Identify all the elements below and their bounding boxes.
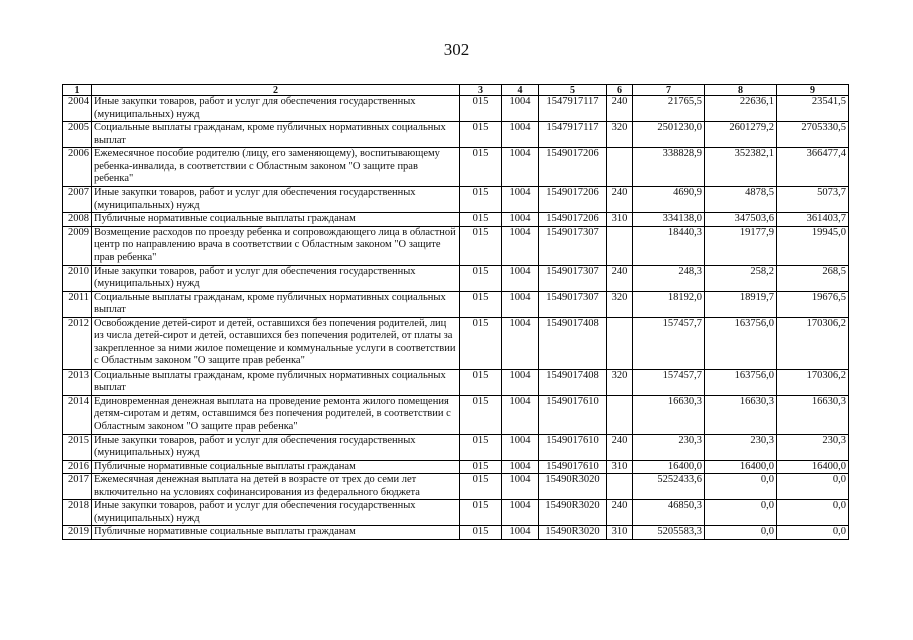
row-code-cell: 015: [460, 96, 502, 122]
row-target-cell: 1549017307: [539, 265, 607, 291]
row-name-cell: Ежемесячная денежная выплата на детей в возрасте от трех до семи лет включительно на условиях софинансирования из федерального бюджета: [92, 474, 460, 500]
row-target-cell: 1549017610: [539, 395, 607, 434]
row-value-year3-cell: 19676,5: [777, 291, 849, 317]
table-row: [63, 148, 849, 187]
row-code-cell: 015: [460, 460, 502, 474]
row-value-year1-cell: 21765,5: [633, 96, 705, 122]
header-cell: 2: [92, 85, 460, 96]
row-value-year3-cell: 230,3: [777, 434, 849, 460]
row-number-cell: 2017: [63, 474, 92, 500]
table-row: [63, 317, 849, 369]
row-type-cell: 240: [607, 265, 633, 291]
row-target-cell: 1547917117: [539, 96, 607, 122]
header-cell: 9: [777, 85, 849, 96]
row-value-year3-cell: 2705330,5: [777, 122, 849, 148]
row-number-cell: 2013: [63, 369, 92, 395]
row-type-cell: [607, 474, 633, 500]
row-number-cell: 2011: [63, 291, 92, 317]
row-target-cell: 1549017408: [539, 369, 607, 395]
row-type-cell: 240: [607, 500, 633, 526]
row-code-cell: 015: [460, 148, 502, 187]
row-code-cell: 015: [460, 317, 502, 369]
row-value-year2-cell: 18919,7: [705, 291, 777, 317]
row-value-year3-cell: 366477,4: [777, 148, 849, 187]
row-value-year3-cell: 170306,2: [777, 369, 849, 395]
row-code-cell: 015: [460, 226, 502, 265]
row-target-cell: 1549017307: [539, 226, 607, 265]
row-value-year3-cell: 0,0: [777, 526, 849, 540]
row-value-year2-cell: 347503,6: [705, 213, 777, 227]
row-target-cell: 1549017408: [539, 317, 607, 369]
row-value-year1-cell: 334138,0: [633, 213, 705, 227]
row-code-cell: 015: [460, 213, 502, 227]
row-target-cell: 1547917117: [539, 122, 607, 148]
row-section-cell: 1004: [502, 148, 539, 187]
row-section-cell: 1004: [502, 500, 539, 526]
row-target-cell: 15490R3020: [539, 526, 607, 540]
row-section-cell: 1004: [502, 122, 539, 148]
row-section-cell: 1004: [502, 265, 539, 291]
row-code-cell: 015: [460, 500, 502, 526]
header-cell: 6: [607, 85, 633, 96]
row-type-cell: 320: [607, 122, 633, 148]
row-value-year1-cell: 5252433,6: [633, 474, 705, 500]
row-number-cell: 2012: [63, 317, 92, 369]
row-type-cell: 240: [607, 96, 633, 122]
row-number-cell: 2014: [63, 395, 92, 434]
table-row: [63, 369, 849, 395]
row-value-year2-cell: 258,2: [705, 265, 777, 291]
row-value-year1-cell: 230,3: [633, 434, 705, 460]
row-code-cell: 015: [460, 369, 502, 395]
row-value-year1-cell: 157457,7: [633, 317, 705, 369]
row-value-year3-cell: 170306,2: [777, 317, 849, 369]
row-value-year2-cell: 22636,1: [705, 96, 777, 122]
table-row: [63, 434, 849, 460]
row-value-year2-cell: 19177,9: [705, 226, 777, 265]
row-value-year1-cell: 16400,0: [633, 460, 705, 474]
row-code-cell: 015: [460, 434, 502, 460]
row-type-cell: 310: [607, 526, 633, 540]
row-name-cell: Иные закупки товаров, работ и услуг для обеспечения государственных (муниципальных) нужд: [92, 434, 460, 460]
header-cell: 1: [63, 85, 92, 96]
row-value-year1-cell: 18192,0: [633, 291, 705, 317]
table-row: [63, 500, 849, 526]
table-body: [63, 96, 849, 540]
row-name-cell: Иные закупки товаров, работ и услуг для обеспечения государственных (муниципальных) нужд: [92, 96, 460, 122]
row-number-cell: 2005: [63, 122, 92, 148]
row-code-cell: 015: [460, 526, 502, 540]
row-value-year3-cell: 0,0: [777, 500, 849, 526]
table-row: [63, 460, 849, 474]
row-section-cell: 1004: [502, 369, 539, 395]
row-value-year1-cell: 4690,9: [633, 187, 705, 213]
row-number-cell: 2018: [63, 500, 92, 526]
row-number-cell: 2004: [63, 96, 92, 122]
header-cell: 7: [633, 85, 705, 96]
header-cell: 8: [705, 85, 777, 96]
row-type-cell: 310: [607, 460, 633, 474]
budget-table: [62, 84, 849, 540]
row-name-cell: Социальные выплаты гражданам, кроме публичных нормативных социальных выплат: [92, 291, 460, 317]
table-row: [63, 526, 849, 540]
row-code-cell: 015: [460, 291, 502, 317]
row-section-cell: 1004: [502, 434, 539, 460]
row-value-year2-cell: 230,3: [705, 434, 777, 460]
row-code-cell: 015: [460, 474, 502, 500]
row-name-cell: Иные закупки товаров, работ и услуг для обеспечения государственных (муниципальных) нужд: [92, 500, 460, 526]
row-value-year3-cell: 5073,7: [777, 187, 849, 213]
row-section-cell: 1004: [502, 317, 539, 369]
row-code-cell: 015: [460, 395, 502, 434]
row-value-year3-cell: 16630,3: [777, 395, 849, 434]
row-type-cell: 320: [607, 369, 633, 395]
row-code-cell: 015: [460, 122, 502, 148]
row-type-cell: [607, 226, 633, 265]
row-section-cell: 1004: [502, 291, 539, 317]
row-section-cell: 1004: [502, 226, 539, 265]
row-value-year3-cell: 19945,0: [777, 226, 849, 265]
row-number-cell: 2007: [63, 187, 92, 213]
row-type-cell: [607, 317, 633, 369]
table-row: [63, 213, 849, 227]
row-value-year2-cell: 163756,0: [705, 369, 777, 395]
row-number-cell: 2016: [63, 460, 92, 474]
header-cell: 3: [460, 85, 502, 96]
row-section-cell: 1004: [502, 187, 539, 213]
row-code-cell: 015: [460, 187, 502, 213]
table-row: [63, 395, 849, 434]
row-value-year1-cell: 18440,3: [633, 226, 705, 265]
table-row: [63, 96, 849, 122]
row-type-cell: 310: [607, 213, 633, 227]
row-type-cell: 240: [607, 434, 633, 460]
row-number-cell: 2006: [63, 148, 92, 187]
row-value-year2-cell: 16400,0: [705, 460, 777, 474]
row-value-year1-cell: 5205583,3: [633, 526, 705, 540]
row-name-cell: Публичные нормативные социальные выплаты гражданам: [92, 526, 460, 540]
row-target-cell: 15490R3020: [539, 500, 607, 526]
page-number: 302: [443, 40, 470, 59]
row-name-cell: Иные закупки товаров, работ и услуг для обеспечения государственных (муниципальных) нужд: [92, 187, 460, 213]
row-value-year1-cell: 16630,3: [633, 395, 705, 434]
table-header-row: [63, 85, 849, 96]
row-value-year2-cell: 0,0: [705, 474, 777, 500]
row-value-year1-cell: 2501230,0: [633, 122, 705, 148]
row-type-cell: 240: [607, 187, 633, 213]
table-row: [63, 122, 849, 148]
row-section-cell: 1004: [502, 474, 539, 500]
row-name-cell: Иные закупки товаров, работ и услуг для обеспечения государственных (муниципальных) нужд: [92, 265, 460, 291]
header-cell: 4: [502, 85, 539, 96]
row-number-cell: 2009: [63, 226, 92, 265]
row-name-cell: Социальные выплаты гражданам, кроме публичных нормативных социальных выплат: [92, 369, 460, 395]
row-section-cell: 1004: [502, 526, 539, 540]
row-value-year1-cell: 46850,3: [633, 500, 705, 526]
table-row: [63, 226, 849, 265]
row-target-cell: 1549017610: [539, 434, 607, 460]
row-name-cell: Единовременная денежная выплата на проведение ремонта жилого помещения детям-сиротам и детям, оставшимся без попечения родителей, в соответствии с Областным законом "О защите прав ребенка": [92, 395, 460, 434]
row-value-year2-cell: 4878,5: [705, 187, 777, 213]
row-value-year2-cell: 163756,0: [705, 317, 777, 369]
row-value-year2-cell: 2601279,2: [705, 122, 777, 148]
row-name-cell: Публичные нормативные социальные выплаты гражданам: [92, 213, 460, 227]
row-name-cell: Социальные выплаты гражданам, кроме публичных нормативных социальных выплат: [92, 122, 460, 148]
row-number-cell: 2010: [63, 265, 92, 291]
row-value-year3-cell: 16400,0: [777, 460, 849, 474]
row-section-cell: 1004: [502, 96, 539, 122]
row-value-year2-cell: 352382,1: [705, 148, 777, 187]
row-target-cell: 1549017307: [539, 291, 607, 317]
row-target-cell: 1549017206: [539, 213, 607, 227]
row-section-cell: 1004: [502, 460, 539, 474]
row-name-cell: Освобождение детей-сирот и детей, оставшихся без попечения родителей, лиц из числа детей-сирот и детей, оставшихся без попечения родителей, от платы за закрепленное за ними жилое помещение и коммунальные услуги в соответствии с Областным законом "О защите прав ребенка": [92, 317, 460, 369]
table-row: [63, 187, 849, 213]
row-number-cell: 2015: [63, 434, 92, 460]
row-target-cell: 1549017206: [539, 187, 607, 213]
row-value-year1-cell: 338828,9: [633, 148, 705, 187]
row-value-year1-cell: 157457,7: [633, 369, 705, 395]
row-target-cell: 1549017206: [539, 148, 607, 187]
row-value-year2-cell: 16630,3: [705, 395, 777, 434]
row-type-cell: [607, 148, 633, 187]
row-value-year2-cell: 0,0: [705, 526, 777, 540]
table-row: [63, 291, 849, 317]
row-name-cell: Публичные нормативные социальные выплаты гражданам: [92, 460, 460, 474]
row-value-year3-cell: 361403,7: [777, 213, 849, 227]
row-name-cell: Возмещение расходов по проезду ребенка и сопровождающего лица в областной центр по направлению врача в соответствии с Областным законом "О защите прав ребенка": [92, 226, 460, 265]
row-section-cell: 1004: [502, 395, 539, 434]
row-value-year3-cell: 268,5: [777, 265, 849, 291]
row-value-year2-cell: 0,0: [705, 500, 777, 526]
row-number-cell: 2019: [63, 526, 92, 540]
row-section-cell: 1004: [502, 213, 539, 227]
table-row: [63, 265, 849, 291]
row-type-cell: 320: [607, 291, 633, 317]
table-row: [63, 474, 849, 500]
row-target-cell: 1549017610: [539, 460, 607, 474]
row-number-cell: 2008: [63, 213, 92, 227]
row-code-cell: 015: [460, 265, 502, 291]
row-value-year1-cell: 248,3: [633, 265, 705, 291]
row-name-cell: Ежемесячное пособие родителю (лицу, его заменяющему), воспитывающему ребенка-инвалида, в соответствии с Областным законом "О защите прав ребенка": [92, 148, 460, 187]
header-cell: 5: [539, 85, 607, 96]
row-value-year3-cell: 23541,5: [777, 96, 849, 122]
row-target-cell: 15490R3020: [539, 474, 607, 500]
row-type-cell: [607, 395, 633, 434]
row-value-year3-cell: 0,0: [777, 474, 849, 500]
